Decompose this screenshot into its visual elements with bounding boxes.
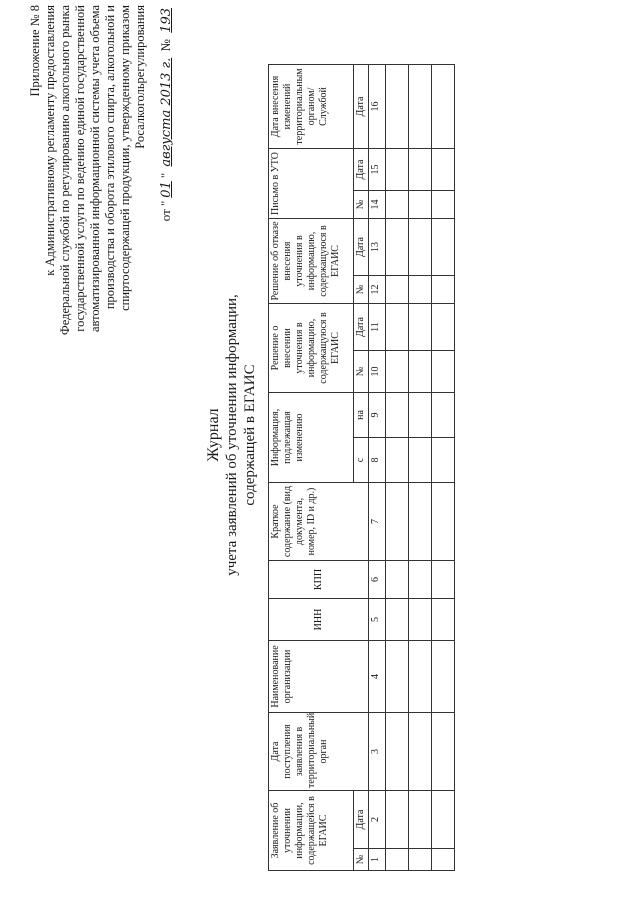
empty-cell [409,218,432,275]
header-change-date: Дата внесения изменений территориальным органом/ Службой [269,64,354,148]
header-application: Заявление об уточнении информации, содержащейся в ЕГАИС [269,791,354,871]
empty-cell [386,483,409,561]
column-number: 10 [369,351,386,393]
empty-cell [409,849,432,871]
date-number-sign: № [158,39,173,52]
sub-no: № [354,351,369,393]
header-info-to-change: Информация, подлежащая изменению [269,393,354,483]
column-number: 11 [369,304,386,351]
sub-no: № [354,276,369,304]
empty-cell [409,483,432,561]
header-organization: Наименование организации [269,641,369,713]
appendix-line: к Административному регламенту предоставления [43,5,57,276]
date-quote: " [158,172,173,179]
empty-cell [409,64,432,148]
sub-date: Дата [354,304,369,351]
header-inn: ИНН [269,599,369,641]
date-prefix: от " [158,200,173,222]
column-number: 4 [369,641,386,713]
empty-cell [409,641,432,713]
appendix-line: государственной услуги по ведению единой государственной [73,5,87,332]
empty-cell [386,641,409,713]
empty-cell [386,393,409,438]
column-number: 8 [369,438,386,483]
column-number: 12 [369,276,386,304]
empty-cell [386,791,409,849]
order-date-line [158,5,174,395]
date-month-year: августа 2013 г. [159,57,174,167]
empty-cell [386,276,409,304]
appendix-line: Приложение № 8 [28,5,42,97]
sub-to: на [354,393,369,438]
empty-cell [432,599,455,641]
empty-cell [432,641,455,713]
header-summary: Краткое содержание (вид документа, номер, ID и др.) [269,483,369,561]
empty-cell [432,791,455,849]
empty-cell [409,393,432,438]
empty-cell [432,64,455,148]
title-line-2: учета заявлений об уточнении информации, [224,294,240,576]
column-number-row [369,64,386,870]
column-number: 7 [369,483,386,561]
column-number: 5 [369,599,386,641]
empty-cell [386,218,409,275]
empty-cell [432,483,455,561]
appendix-line: производства и оборота этилового спирта, алкогольной и [103,5,117,310]
empty-cell [386,190,409,218]
empty-cell [432,218,455,275]
empty-cell [409,148,432,190]
date-day: 01 [159,181,174,198]
appendix-line: Росалкогольрегулирования [133,5,147,149]
table-header-row [269,64,354,870]
column-number: 14 [369,190,386,218]
sub-date: Дата [354,148,369,190]
empty-cell [386,438,409,483]
column-number: 6 [369,561,386,599]
empty-cell [432,849,455,871]
column-number: 16 [369,64,386,148]
empty-cell [409,561,432,599]
column-number: 1 [369,849,386,871]
table-row [409,64,432,870]
journal-title [205,225,259,645]
journal-table [268,64,455,871]
column-number: 9 [369,393,386,438]
empty-cell [386,148,409,190]
empty-cell [409,791,432,849]
sub-date: Дата [354,218,369,275]
empty-cell [386,561,409,599]
header-decision-accept: Решение о внесении уточнения в информацию, содержащуюся в ЕГАИС [269,304,354,393]
empty-cell [409,190,432,218]
empty-cell [409,351,432,393]
empty-cell [432,304,455,351]
empty-cell [386,713,409,791]
appendix-line: автоматизированной информационной системы учета объема [88,5,102,333]
empty-cell [409,276,432,304]
empty-cell [386,64,409,148]
empty-cell [409,599,432,641]
header-kpp: КПП [269,561,369,599]
empty-cell [409,713,432,791]
appendix-line: спиртосодержащей продукции, утвержденному приказом [118,5,132,311]
empty-cell [386,849,409,871]
empty-cell [432,276,455,304]
empty-cell [432,148,455,190]
empty-cell [386,351,409,393]
header-letter-uto: Письмо в УТО [269,148,354,218]
sub-no: № [354,190,369,218]
empty-cell [432,190,455,218]
empty-cell [432,438,455,483]
title-line-3: содержащей в ЕГАИС [242,364,258,506]
table-row [386,64,409,870]
order-number: 193 [159,8,174,33]
column-number: 2 [369,791,386,849]
empty-cell [386,599,409,641]
empty-cell [432,561,455,599]
empty-cell [409,304,432,351]
sub-no: № [354,849,369,871]
column-number: 13 [369,218,386,275]
empty-cell [432,351,455,393]
title-line-1: Журнал [205,408,222,462]
header-receipt-date: Дата поступления заявления в территориальный орган [269,713,369,791]
empty-cell [432,713,455,791]
sub-date: Дата [354,64,369,148]
sub-date: Дата [354,791,369,849]
empty-cell [432,393,455,438]
empty-cell [409,438,432,483]
sub-from: с [354,438,369,483]
appendix-header [28,5,174,395]
column-number: 15 [369,148,386,190]
table-row [432,64,455,870]
header-decision-refuse: Решение об отказе внесения уточнения в информацию, содержащуюся в ЕГАИС [269,218,354,303]
appendix-line: Федеральной службой по регулированию алкогольного рынка [58,5,72,336]
column-number: 3 [369,713,386,791]
empty-cell [386,304,409,351]
